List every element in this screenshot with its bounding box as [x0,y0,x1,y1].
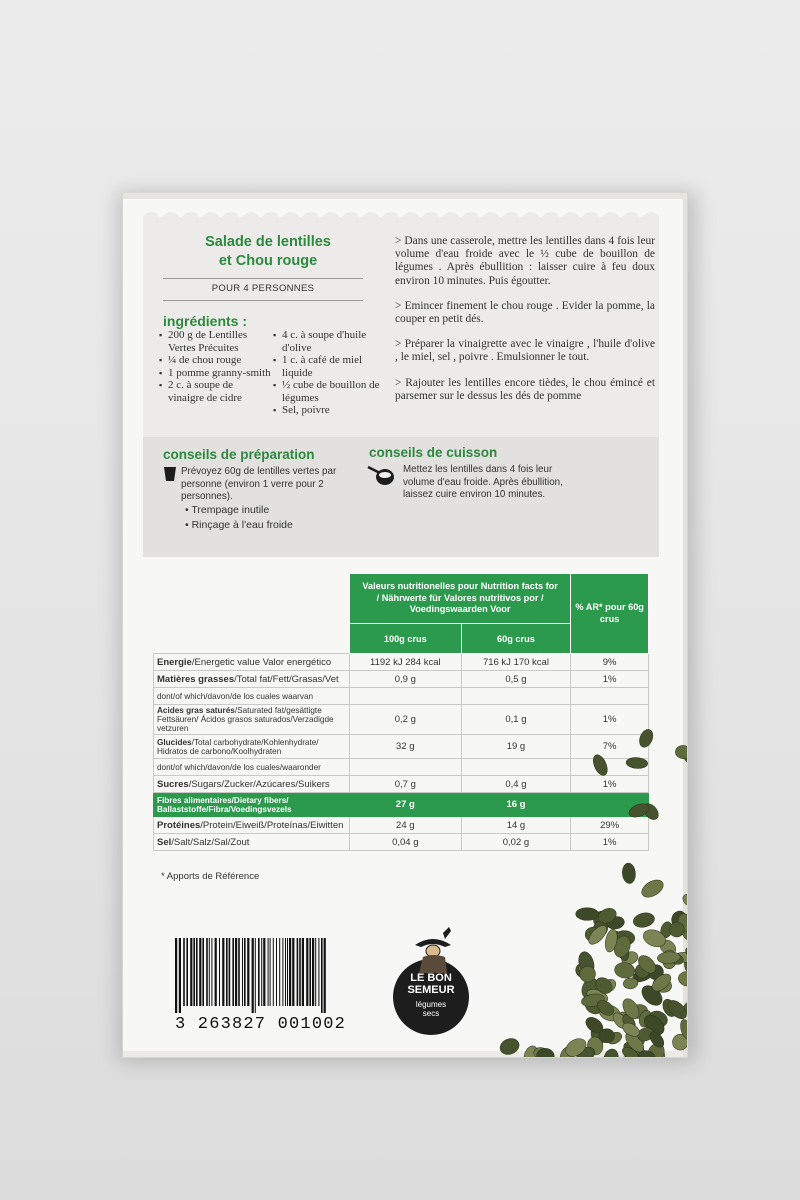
nutrient-name: Glucides [157,737,192,747]
lentil [590,753,610,778]
lentil [626,757,648,769]
barcode-bar [247,938,249,1006]
barcode-bar [175,938,177,1013]
prep-tips-bullets [185,503,293,533]
nutrition-row [154,688,649,705]
nutrient-value-v60: 0,4 g [461,776,571,793]
barcode-bar [289,938,291,1006]
recipe-step: > Préparer la vinaigrette avec le vinaigre , l'huile d'olive , le miel, sel , poivre . Emulsionner le tout. [395,338,655,364]
barcode-bar [199,938,201,1006]
nutrition-col-ar: % AR* pour 60g crus [571,574,649,654]
lentil [675,745,688,759]
recipe-step: > Rajouter les lentilles encore tièdes, le chou émincé et parsemer sur le dessus les dés de pomme [395,376,655,402]
barcode-bar [309,938,311,1006]
nutrient-value-ar [571,688,649,705]
ingredient-item: ▪ 1 pomme granny-smith [159,367,271,380]
nutrient-name: Acides gras saturés [157,706,235,715]
recipe-step: > Emincer finement le chou rouge . Evider la pomme, la couper en petit dés. [395,299,655,326]
barcode-bar [209,938,210,1006]
barcode-bar [292,938,294,1006]
nutrient-value-v60: 0,1 g [461,705,571,735]
barcode-bar [222,938,224,1006]
ingredient-item: ▪ 2 c. à soupe de vinaigre de cidre [159,379,271,404]
title-rule-top [163,278,363,279]
barcode-bar [276,938,277,1006]
nutrient-value-v100 [349,759,461,776]
nutrient-name: Energie [157,656,192,668]
nutrient-value-ar: 1% [571,776,649,793]
barcode-bar [211,938,212,1006]
brand-line4: secs [422,1009,440,1018]
nutrient-label [154,654,350,671]
barcode-bar [261,938,262,1006]
nutrient-value-v60: 0,02 g [461,834,571,851]
barcode-bar [252,938,254,1013]
lentil [576,908,599,921]
nutrient-value-v100: 1192 kJ 284 kcal [349,654,461,671]
nutrition-header-row [154,574,649,624]
ingredients-title: ingrédients : [163,313,248,329]
nutrient-value-ar: 1% [571,834,649,851]
nutrient-label [154,817,350,834]
nutrient-name: Sel [157,836,172,848]
ingredient-item: ▪ ¼ de chou rouge [159,354,271,367]
barcode-bar [270,938,271,1006]
barcode-bar [279,938,280,1006]
nutrient-value-v60 [461,688,571,705]
barcode-bar [318,938,319,1006]
nutrient-value-ar: 1% [571,671,649,688]
nutrient-label [154,671,350,688]
nutrition-col-100: 100g crus [349,624,461,654]
nutrient-value-v60: 0,5 g [461,671,571,688]
barcode-bar [287,938,288,1006]
nutrient-translations: /Salt/Salz/Sal/Zout [171,836,250,848]
barcode-bar [186,938,188,1006]
nutrient-label [154,759,350,776]
barcode-bar [190,938,192,1006]
nutrient-value-v100: 24 g [349,817,461,834]
barcode-bar [235,938,237,1006]
sower-figure-icon [411,927,455,973]
nutrient-label [154,688,350,705]
barcode-bar [183,938,185,1006]
nutrient-value-ar: 29% [571,817,649,834]
prep-tip-item: • Rinçage à l'eau froide [185,518,293,533]
lentils-photo [463,713,688,1058]
lentil [498,1036,522,1058]
barcode-bar [312,938,314,1006]
nutrient-label [154,834,350,851]
barcode [173,938,347,1013]
barcode-bar [219,938,220,1006]
recipe-steps [395,235,655,415]
nutrient-value-v60: 716 kJ 170 kcal [461,654,571,671]
barcode-bar [255,938,256,1013]
barcode-bar [229,938,231,1006]
nutrient-value-v100: 0,2 g [349,705,461,735]
title-rule-bottom [163,300,363,301]
nutrient-translations: /Total carbohydrate/Kohlenhydrate/ Hidratos de carbono/Koolhydraten [157,737,319,756]
nutrient-value-v100: 0,7 g [349,776,461,793]
ingredients-list-2 [273,329,385,417]
prep-tip-item: • Trempage inutile [185,503,293,518]
barcode-bar [258,938,260,1006]
ingredient-item: ▪ Sel, poivre [273,404,385,417]
nutrient-name: Fibres alimentaires [157,795,232,805]
nutrient-label [154,705,350,735]
lentil [681,892,688,909]
brand-line3: légumes [415,1000,447,1009]
ingredient-item: ▪ 200 g de Lentilles Vertes Précuites [159,329,271,354]
lentil [632,911,656,929]
nutrient-translations: /Energetic value Valor energético [191,656,332,668]
nutrient-translations: dont/of which/davon/de los cuales waarvan [157,691,314,701]
nutrient-value-ar: 1% [571,705,649,735]
nutrient-translations: /Protein/Eiweiß/Proteínas/Eiwitten [200,819,344,831]
nutrition-col-60: 60g crus [461,624,571,654]
nutrition-header: Valeurs nutritionelles pour Nutrition facts for / Nährwerte für Valores nutritivos por / Voedingswaarden Voor [349,574,570,624]
nutrient-label [154,735,350,759]
barcode-bar [321,938,323,1013]
nutrient-translations: /Dietary fibers/ Ballaststoffe/Fibra/Voedingsvezels [157,795,292,814]
recipe-title-line1: Salade de lentilles [205,234,331,250]
box-top-edge [123,193,687,199]
prep-tips-text: Prévoyez 60g de lentilles vertes par personne (environ 1 verre pour 2 personnes). [181,466,337,502]
nutrient-translations: dont/of which/davon/de los cuales/waaronder [157,762,321,772]
barcode-bar [302,938,304,1006]
barcode-bar [299,938,301,1006]
scallop-border [143,203,659,221]
serves-label: POUR 4 PERSONNES [211,283,315,294]
brand-line1: LE BON [410,972,452,984]
lentil [639,876,667,900]
barcode-number: 3 263827 001002 [175,1015,347,1034]
nutrient-label [154,776,350,793]
barcode-bar [315,938,316,1006]
barcode-bar [202,938,204,1006]
lentil [599,1029,615,1044]
nutrient-value-v60: 14 g [461,817,571,834]
nutrient-value-v100: 32 g [349,735,461,759]
lentil [637,727,655,749]
lentil [622,863,637,884]
recipe-title-line2: et Chou rouge [218,253,318,269]
ingredient-item: ▪ 1 c. à café de miel liquide [273,354,385,379]
barcode-bar [297,938,299,1006]
nutrient-value-v100 [349,688,461,705]
barcode-bar [196,938,198,1006]
nutrient-translations: /Total fat/Fett/Grasas/Vet [234,673,339,685]
nutrient-name: Matières grasses [157,673,235,685]
ingredients-list-1 [159,329,271,404]
barcode-bar [179,938,181,1013]
glass-icon [163,466,177,482]
barcode-bar [306,938,308,1006]
barcode-bar [215,938,217,1006]
ingredient-item: ▪ 4 c. à soupe d'huile d'olive [273,329,385,354]
nutrition-row [154,654,649,671]
nutrient-value-ar: 9% [571,654,649,671]
barcode-bar [193,938,195,1006]
barcode-bar [268,938,269,1006]
nutrient-translations: /Saturated fat/gesättigte Fettsäuren/ Ácidos grasos saturados/Verzadigde vetzuren [157,706,334,733]
nutrient-value-v100: 0,04 g [349,834,461,851]
barcode-bar [285,938,286,1006]
recipe-step: > Dans une casserole, mettre les lentilles dans 4 fois leur volume d'eau froide avec le ½ cube de bouillon de légumes . Après ébullition : laisser cuire à feu doux environ 10 minutes. Puis égoutter. [395,235,655,287]
prep-tips-title: conseils de préparation [163,447,315,462]
barcode-bar [244,938,246,1006]
pot-icon [367,463,395,487]
nutrient-label [154,793,350,817]
barcode-bar [226,938,228,1006]
brand-logo [393,959,469,1035]
cook-tips-title: conseils de cuisson [369,445,498,460]
barcode-bar [206,938,208,1006]
nutrient-value-v60: 16 g [461,793,571,817]
nutrient-value-v100: 0,9 g [349,671,461,688]
barcode-bar [238,938,240,1006]
lentil [602,1047,620,1058]
nutrient-name: Sucres [157,778,189,790]
product-box-back [122,192,688,1058]
cook-tips-text: Mettez les lentilles dans 4 fois leur volume d'eau froide. Après ébullition, laissez cuire environ 10 minutes. [403,464,563,500]
brand-line2: SEMEUR [407,984,455,996]
barcode-bar [232,938,234,1006]
barcode-bar [273,938,274,1006]
nutrient-value-ar: 7% [571,735,649,759]
recipe-title [173,233,363,271]
nutrient-value-v100: 27 g [349,793,461,817]
header-empty [154,574,350,654]
nutrient-translations: /Sugars/Zucker/Azúcares/Suikers [188,778,330,790]
barcode-bar [242,938,243,1006]
lentil [614,961,636,979]
barcode-bar [324,938,326,1013]
nutrition-row [154,671,649,688]
nutrient-value-v60: 19 g [461,735,571,759]
reference-footnote: * Apports de Référence [161,871,260,882]
nutrient-name: Protéines [157,819,201,831]
barcode-bar [263,938,265,1006]
lentil [677,971,688,988]
barcode-bar [282,938,283,1006]
ingredient-item: ▪ ½ cube de bouillon de légumes [273,379,385,404]
